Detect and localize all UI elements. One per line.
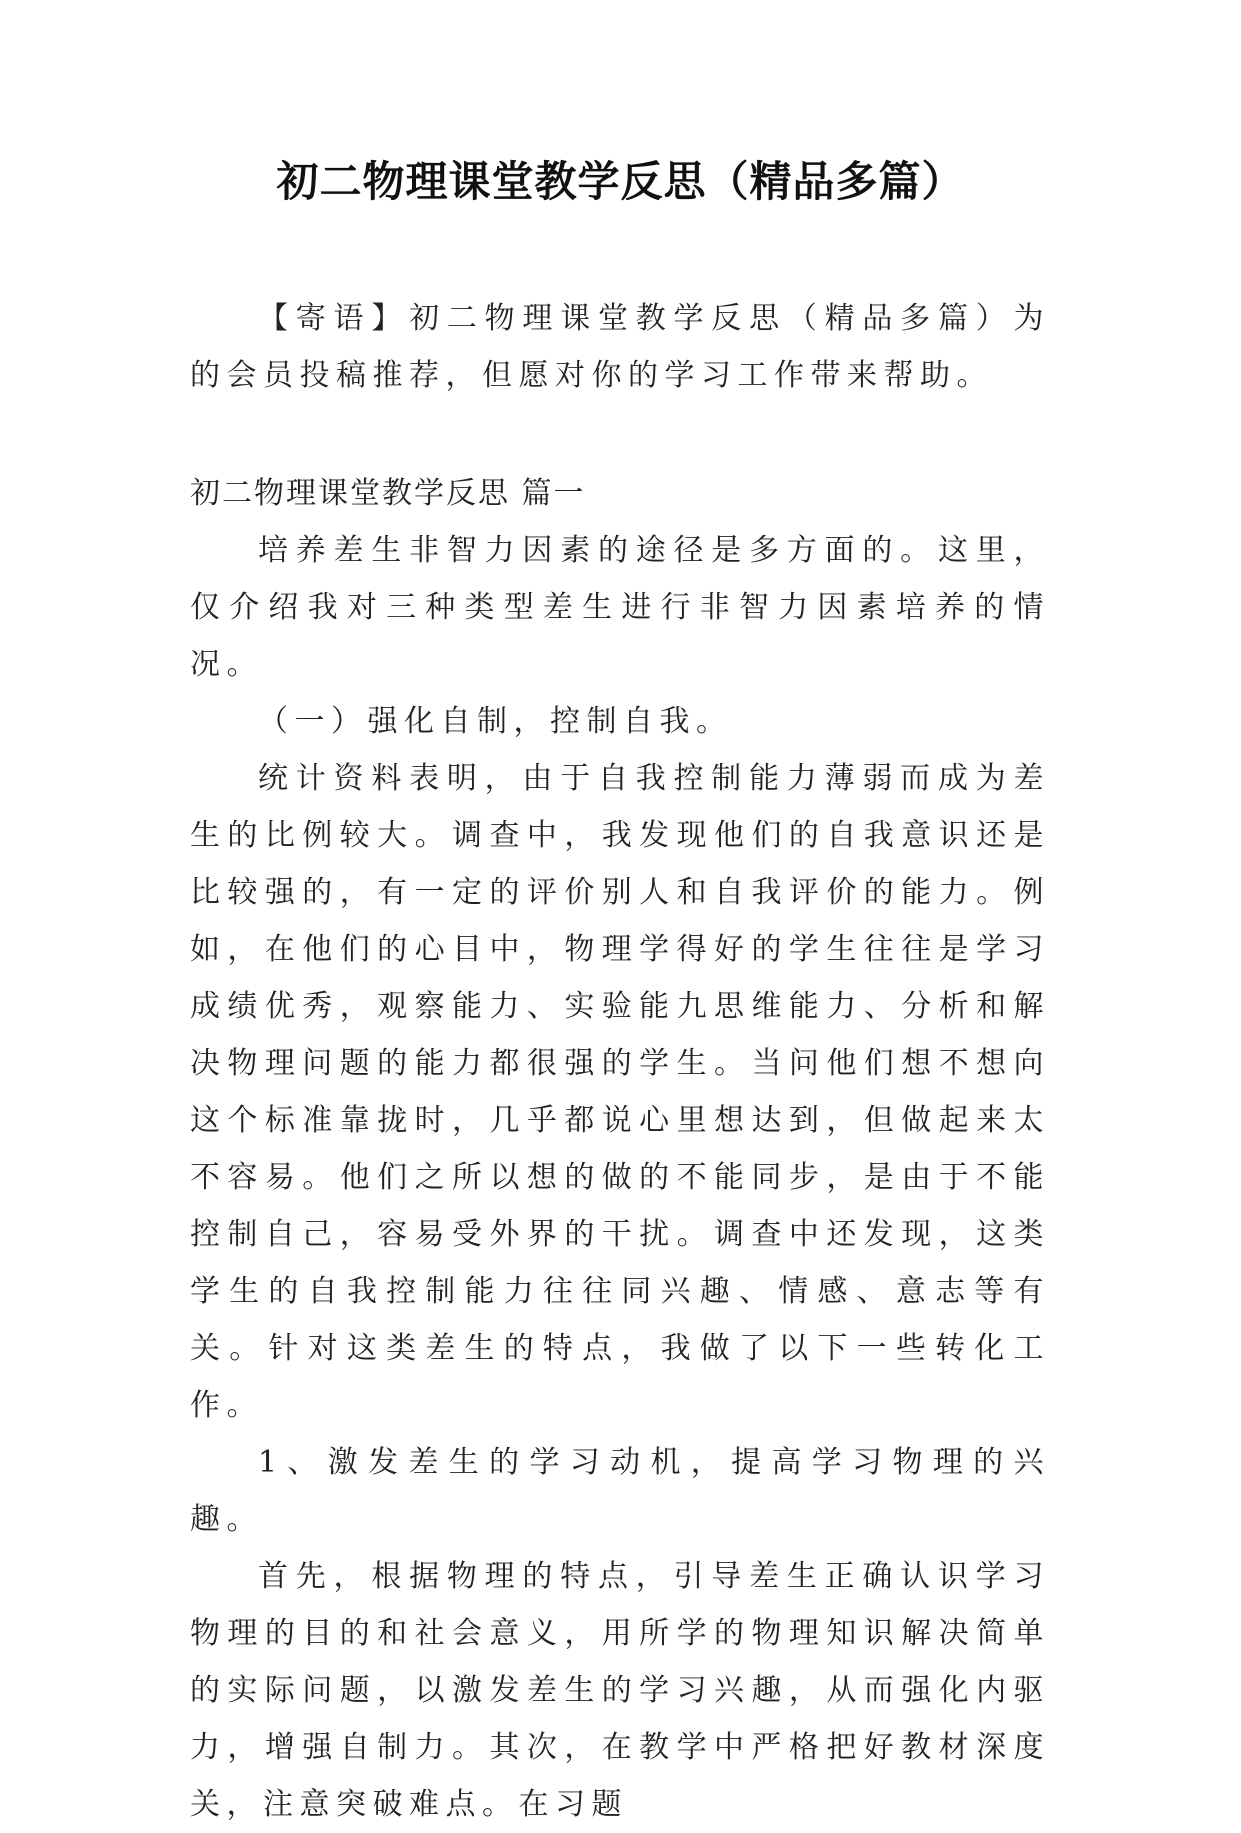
body-paragraph: 首先，根据物理的特点，引导差生正确认识学习物理的目的和社会意义，用所学的物理知识解决简单的实际问题，以激发差生的学习兴趣，从而强化内驱力，增强自制力。其次，在教学中严格把好教材深度关，注意突破难点。在习题 [190, 1559, 1050, 1822]
subsection-heading: （一）强化自制，控制自我。 [258, 704, 733, 739]
list-item-heading: 1、激发差生的学习动机，提高学习物理的兴趣。 [190, 1445, 1050, 1537]
document-title: 初二物理课堂教学反思（精品多篇） [276, 157, 965, 206]
body-paragraph: 培养差生非智力因素的途径是多方面的。这里，仅介绍我对三种类型差生进行非智力因素培养的情况。 [190, 533, 1050, 682]
document-body [190, 522, 1050, 1833]
section-heading: 初二物理课堂教学反思 篇一 [190, 476, 586, 511]
body-paragraph: 统计资料表明，由于自我控制能力薄弱而成为差生的比例较大。调查中，我发现他们的自我意识还是比较强的，有一定的评价别人和自我评价的能力。例如，在他们的心目中，物理学得好的学生往往是学习成绩优秀，观察能力、实验能九思维能力、分析和解决物理问题的能力都很强的学生。当问他们想不想向这个标准靠拢时，几乎都说心里想达到，但做起来太不容易。他们之所以想的做的不能同步，是由于不能控制自己，容易受外界的干扰。调查中还发现，这类学生的自我控制能力往往同兴趣、情感、意志等有关。针对这类差生的特点，我做了以下一些转化工作。 [190, 761, 1050, 1423]
intro-paragraph: 【寄语】初二物理课堂教学反思（精品多篇）为的会员投稿推荐，但愿对你的学习工作带来帮助。 [190, 301, 1050, 393]
